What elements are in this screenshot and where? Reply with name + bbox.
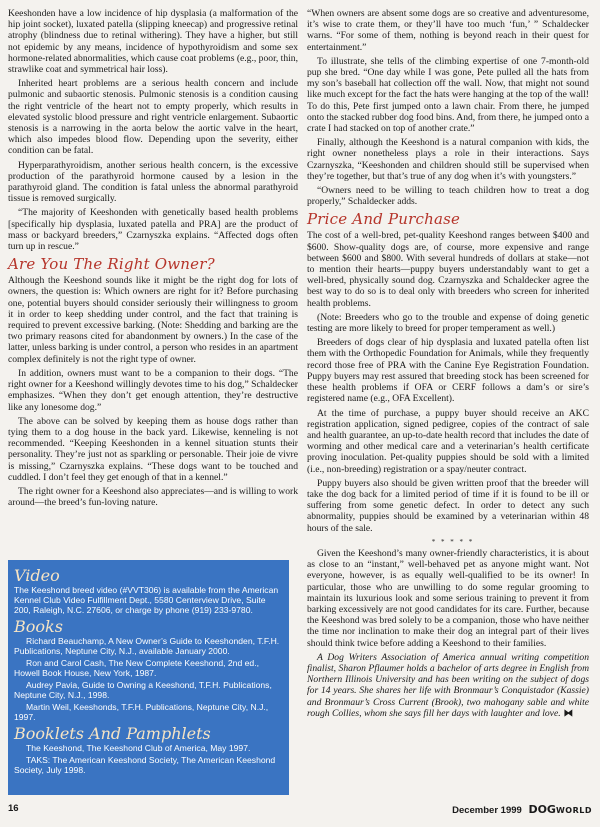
body-paragraph: To illustrate, she tells of the climbing expertise of one 7-month-old pup she bred. “One day while I was gone, Pete pulled all the hats from my son’s baseball hat collection off the wall. Now, that might not sound like much except for the fact the hats were hanging at the top of the wall! To do this, Pete first jumped onto a lawn chair. From there, he jumped onto the stacked rubber dog food bins. And, from there, he jumped onto a crate I had stacked on top of another crate.” [307,55,589,135]
body-paragraph: At the time of purchase, a puppy buyer should receive an AKC registration application, signed pedigree, copies of the contract of sale and health guarantee, an up-to-date health record that includes the date of worming and other medical care and a veterinarian’s health certificate proving inoculation. Pet-quality puppies should be sold with a limited (i.e., non-breeding) registration or a spay/neuter contract. [307,407,589,475]
section-heading-price: Price And Purchase [307,210,461,229]
body-paragraph: The right owner for a Keeshond also appreciates—and is willing to work around—the breed’s fun-loving nature. [8,485,299,509]
page-number: 16 [8,803,19,814]
body-paragraph: Inherited heart problems are a serious health concern and include pulmonic and subaortic stenosis. Pulmonic stenosis is a condition causing the right ventricle of the heart not to empty properly, which results in elevated systolic blood pressure and right ventricle enlargement. Subaortic stenosis is a narrowing in the aorta below the aortic valve in the heart, which also impedes blood flow. Depending upon the severity, either condition can be fatal. [8,78,298,157]
sidebar-heading-books: Books [14,617,63,636]
magazine-logo [528,803,592,816]
sidebar-entry: The Keeshond, The Keeshond Club of America, May 1997. [26,743,251,753]
body-paragraph: “When owners are absent some dogs are so creative and adventuresome, it’s wise to crate them, or they’ll have too much ‘fun,’ ” Schaldecker warns. “For some of them, nothing is beyond reach in their quest for entertainment.” [307,8,589,53]
body-paragraph: Keeshonden have a low incidence of hip dysplasia (a malformation of the hip joint socket), luxated patella (slipping kneecap) and progressive retinal atrophy (blindness due to retinal withering). They have a higher, but still not epidemic by any means, incidence of hypothyroidism and some sex hormone-related abnormalities, which cause coat problems (e.g., poor, thin, strawlike coat and symmetrical hair loss). [8,8,298,76]
magazine-logo-world: WORLD [555,806,592,815]
sidebar-entry: The Keeshond breed video (#VVT306) is available from the American Kennel Club Video Fulfillment Dept., 5580 Centerview Drive, Suite 200, Raleigh, N.C. 27606, or charge by phone (919) 233-9780. [14,585,279,615]
sidebar-entry: Ron and Carol Cash, The New Complete Keeshond, 2nd ed., Howell Book House, New York, 1987. [14,658,259,678]
body-paragraph: Puppy buyers also should be given written proof that the breeder will take the dog back for a limited period of time if it is found to be ill or suffering from some genetic defect. In order to detect any such abnormality, puppies should be examined by a veterinarian within 48 hours of the sale. [307,477,589,534]
body-paragraph: Breeders of dogs clear of hip dysplasia and luxated patella often list them with the Orthopedic Foundation for Animals, while they frequently record those free of PRA with the Canine Eye Registration Foundation. Puppy buyers may rest assured that breeding stock has been screened for these health problems if OFA or CERF follows a dam’s or sire’s registered name (e.g., OFA Excellent). [307,337,589,405]
body-paragraph: (Note: Breeders who go to the trouble and expense of doing genetic testing are more likely to breed for proper temperament as well.) [307,311,589,335]
body-paragraph: Finally, although the Keeshond is a natural companion with kids, the right owner nonetheless plays a role in their interactions. Says Czarnyszka, “Keeshonden and children should still be supervised when they’re together, but that’s true of any dog when it’s with youngsters.” [307,137,589,182]
section-heading-owner: Are You The Right Owner? [8,255,215,274]
end-mark-icon: ⧓ [563,707,574,719]
body-paragraph: Hyperparathyroidism, another serious health concern, is the excessive production of the parathyroid hormone caused by a lesion in the parathyroid gland. The condition is fatal unless the abnormal parathyroid tissue is removed surgically. [8,159,298,205]
body-paragraph: “The majority of Keeshonden with genetically based health problems [specifically hip dysplasia, luxated patella and PRA] are the product of mass or backyard breeders,” Czarnyszka explains. “Affected dogs often turn up in rescue.” [8,207,298,253]
body-paragraph: The above can be solved by keeping them as house dogs rather than tying them to a dog house in the back yard. Likewise, kenneling is not recommended. “Keeping Keeshonden in a kennel situation stunts their personality. They’re just not as sparkling or personable. Their joie de vivre is missing,” Czarnyszka explains. “These dogs want to be touched and cuddled. I don’t feel they get enough of that in a kennel.” [8,415,298,483]
body-paragraph: Although the Keeshond sounds like it might be the right dog for lots of owners, the question is: Which owners are right for it? Before purchasing one, potential buyers should consider seriously their willingness to groom it in order to keep shedding under control, and the fact that training is required to prevent excessive barking. (Note: Shedding and barking are the two primary reasons cited for abandonment by owners.) In the case of the latter, unless barking is under control, a person who resides in an apartment complex definitely is not the right type of owner. [8,275,298,365]
author-bio-text: A Dog Writers Association of America annual writing competition finalist, Sharon Pflaumer holds a bachelor of arts degree in English from Northern Illinois University and has been writing on the subject of dogs for 14 years. She shares her life with Bronmaur’s Conquistador (Kassie) and Bronmaur’s Cross Current (Brook), two mahogany sable and white rough Collies, whom she says fill her days with laughter and love. [307,651,589,719]
issue-date: December 1999 [452,805,522,816]
sidebar-heading-video: Video [14,566,60,585]
sidebar-entry: Martin Weil, Keeshonds, T.F.H. Publications, Neptune City, N.J., 1997. [14,702,269,722]
sidebar-entry: Audrey Pavia, Guide to Owning a Keeshond, T.F.H. Publications, Neptune City, N.J., 1998. [14,680,272,700]
right-column [307,8,589,722]
sidebar-heading-booklets: Booklets And Pamphlets [14,724,211,743]
body-paragraph: Given the Keeshond’s many owner-friendly characteristics, it is about as close to an “instant,” well-behaved pet as anyone might want. Not everyone, however, is as equally well-qualified to be its owner! In particular, those who are unwilling to do some regular grooming to maintain its luxurious look and some serious training to prevent it from barking excessively are not good candidates for its care. Further, because the Keeshond was bred solely to be a companion, those who have neither the time nor inclination to make their dog an integral part of their lives should think twice before adding a Keeshond to their families. [307,547,589,649]
magazine-logo-dog: DOG [528,803,556,816]
page-footer [8,800,592,818]
author-bio [307,652,589,719]
resources-sidebar [8,560,289,795]
issue-info [452,803,592,816]
sidebar-entry: TAKS: The American Keeshond Society, The American Keeshond Society, July 1998. [14,755,276,775]
body-paragraph: The cost of a well-bred, pet-quality Keeshond ranges between $400 and $600. Show-quality dogs are, of course, more expensive and range between $600 and $800. With several hundreds of dollars at stake—not to mention their hearts—puppy buyers understandably want to get a well-bred, physically sound dog. Czarnyszka and Schaldecker agree the best way to do so is to deal only with breeders who screen for inherited health problems. [307,230,589,309]
body-paragraph: “Owners need to be willing to teach children how to treat a dog properly,” Schaldecker adds. [307,185,589,208]
sidebar-entry: Richard Beauchamp, A New Owner’s Guide to Keeshonden, T.F.H. Publications, Neptune City, N.J., available January 2000. [14,636,280,656]
body-paragraph: In addition, owners must want to be a companion to their dogs. “The right owner for a Keeshond willingly devotes time to his dog,” Schaldecker emphasizes. “When they don’t get enough attention, they’re destructive like any lonesome dog.” [8,367,298,413]
left-column [8,8,298,511]
section-divider-stars: * * * * * [431,537,475,546]
